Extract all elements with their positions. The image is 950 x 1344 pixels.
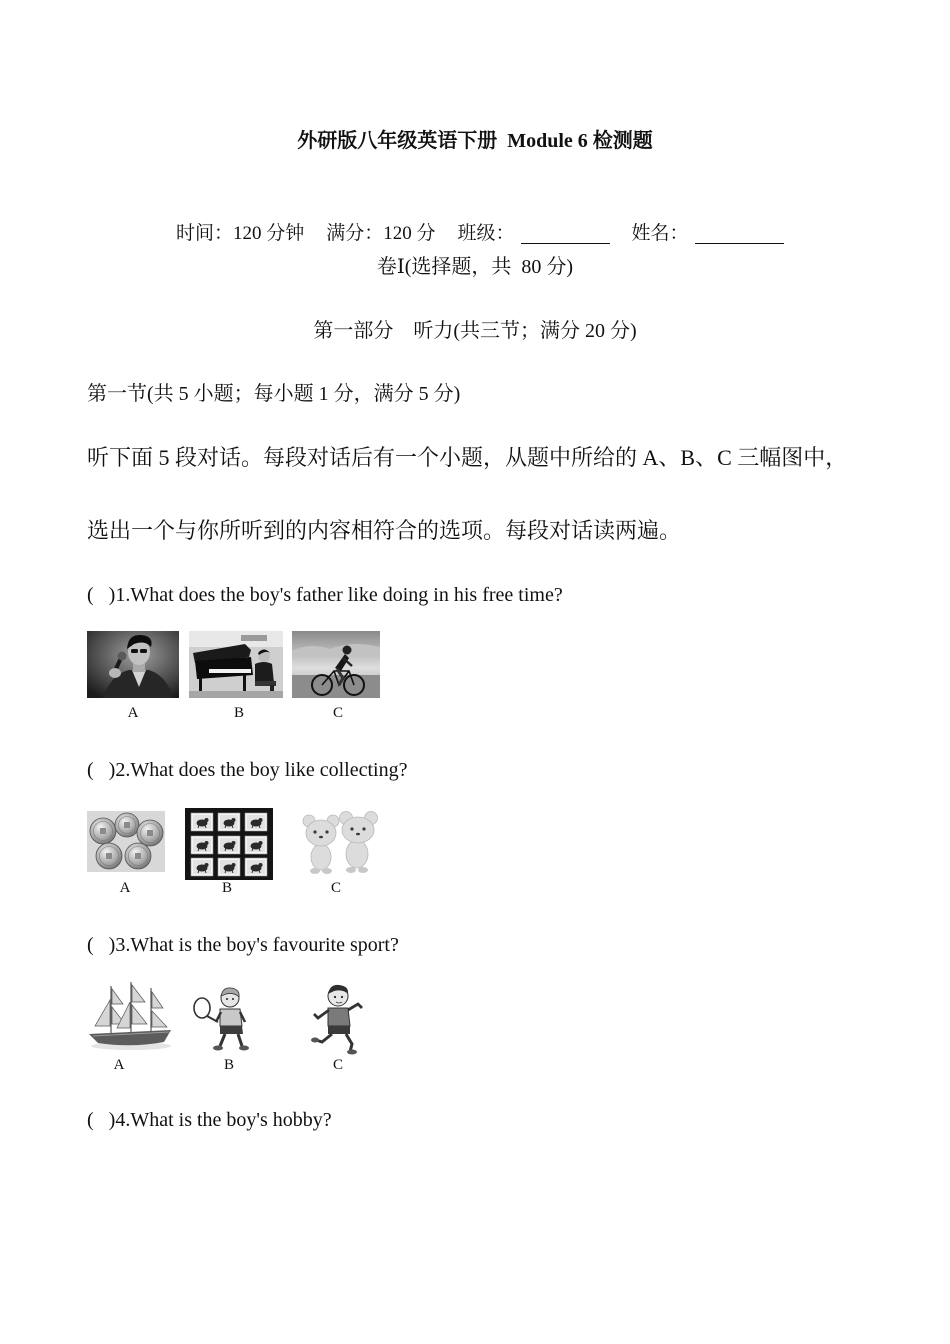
option-label: B: [233, 705, 244, 721]
sailboat-picture: [87, 980, 173, 1052]
instruction-line-1: 听下面 5 段对话。每段对话后有一个小题，从题中所给的 A、B、C 三幅图中，: [87, 445, 848, 470]
stamps-photo: [185, 808, 273, 880]
time-info: 时间：120 分钟: [175, 223, 305, 244]
teddy-bears-photo: [296, 808, 381, 876]
class-label: 班级：: [457, 223, 515, 244]
cyclist-photo: [292, 631, 380, 698]
option-label: A: [113, 1057, 125, 1073]
option-label: A: [127, 705, 139, 721]
running-boy-picture: [308, 982, 366, 1056]
option-label: B: [221, 880, 232, 896]
option-label: C: [332, 705, 343, 721]
option-label: C: [332, 1057, 343, 1073]
question-3: [87, 930, 399, 960]
answer-bracket: ( ): [87, 934, 116, 956]
singer-photo: [87, 631, 179, 698]
volume-heading: 卷Ⅰ(选择题，共 80 分): [376, 256, 574, 278]
class-blank: [521, 223, 610, 244]
section-heading: 第一节(共 5 小题；每小题 1 分，满分 5 分): [87, 383, 461, 405]
name-label: 姓名：: [631, 223, 689, 244]
question-text: 3.What is the boy's favourite sport?: [115, 934, 399, 956]
option-label: C: [330, 880, 341, 896]
tennis-player-picture: [190, 984, 254, 1054]
question-text: 4.What is the boy's hobby?: [115, 1109, 332, 1131]
piano-photo: [189, 631, 283, 698]
instruction-line-2: 选出一个与你所听到的内容相符合的选项。每段对话读两遍。: [87, 518, 682, 543]
exam-info-line: [0, 189, 950, 249]
option-label: A: [119, 880, 131, 896]
answer-bracket: ( ): [87, 759, 116, 781]
option-label: B: [223, 1057, 234, 1073]
exam-title: 外研版八年级英语下册 Module 6 检测题: [297, 130, 653, 152]
part-heading: 第一部分 听力(共三节；满分 20 分): [313, 320, 637, 342]
coins-photo: [87, 811, 165, 872]
question-2: [87, 755, 407, 785]
question-text: 2.What does the boy like collecting?: [115, 759, 408, 781]
answer-bracket: ( ): [87, 584, 116, 606]
name-blank: [695, 223, 784, 244]
question-4: [87, 1105, 332, 1135]
question-1: [87, 580, 563, 610]
full-score-info: 满分：120 分: [326, 223, 436, 244]
question-text: 1.What does the boy's father like doing in his free time?: [115, 584, 563, 606]
answer-bracket: ( ): [87, 1109, 116, 1131]
